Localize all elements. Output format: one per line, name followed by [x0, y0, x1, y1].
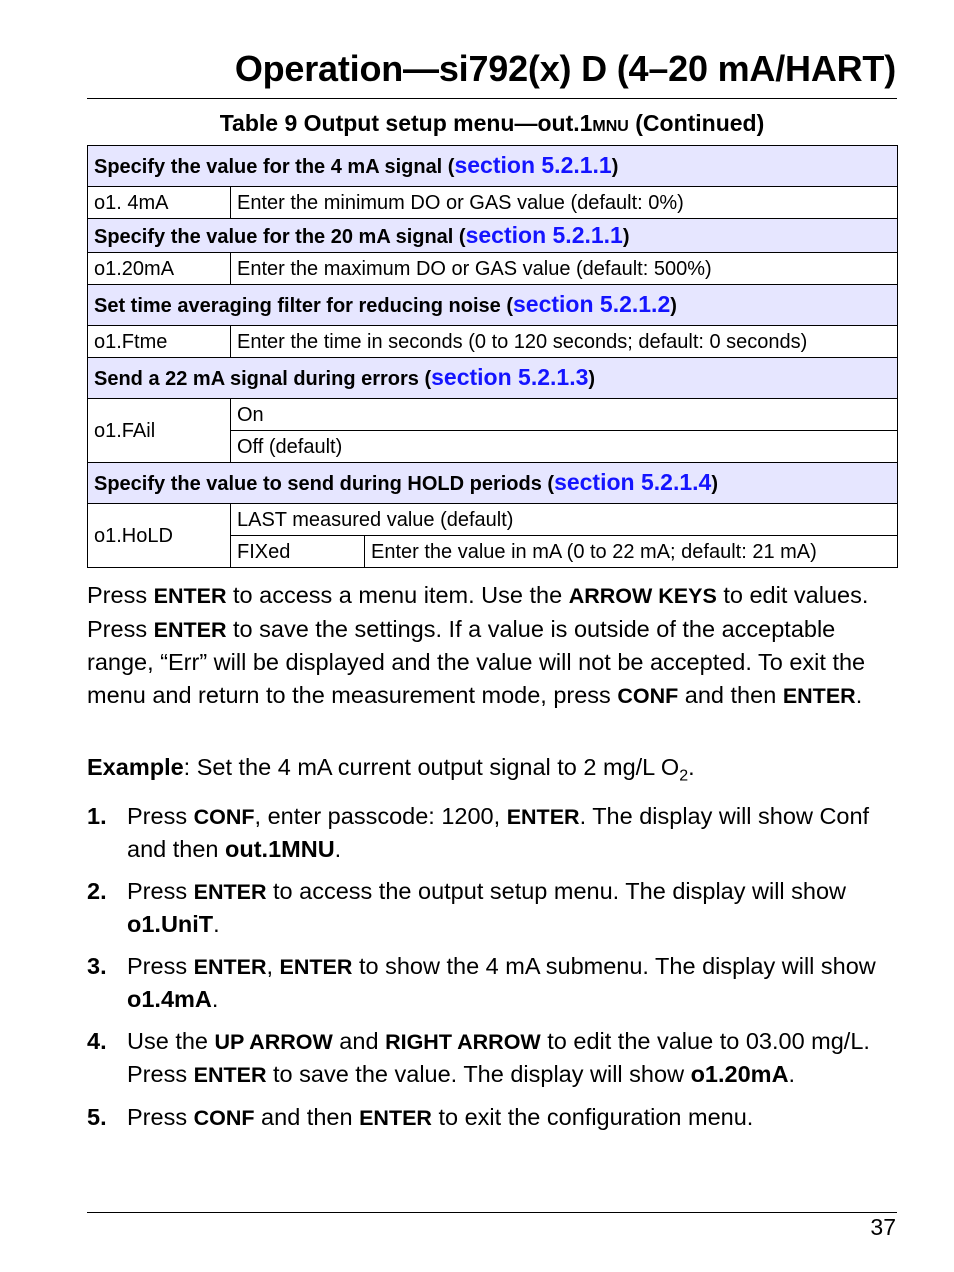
menu-description: Enter the value in mA (0 to 22 mA; default: 21 mA) — [365, 536, 898, 568]
output-setup-table — [87, 145, 898, 568]
title-rule — [87, 98, 897, 99]
list-item: 4. Use the UP ARROW and RIGHT ARROW to edit the value to 03.00 mg/L. Press ENTER to save the value. The display will show o1.20mA. — [87, 1028, 870, 1087]
page-title: Operation—si792(x) D (4–20 mA/HART) — [234, 48, 896, 89]
table-section-heading: Specify the value for the 20 mA signal (section 5.2.1.1) — [88, 219, 898, 253]
table-section-heading: Set time averaging filter for reducing noise (section 5.2.1.2) — [88, 285, 898, 326]
menu-code: o1.Ftme — [88, 326, 231, 358]
list-item: 3. Press ENTER, ENTER to show the 4 mA submenu. The display will show o1.4mA. — [87, 953, 876, 1012]
procedure-steps — [87, 800, 897, 1144]
section-link[interactable]: section 5.2.1.1 — [465, 221, 623, 248]
list-item: 5. Press CONF and then ENTER to exit the configuration menu. — [87, 1104, 754, 1130]
section-link[interactable]: section 5.2.1.2 — [512, 291, 671, 317]
menu-option: On — [231, 399, 898, 431]
table-row — [88, 253, 898, 285]
table-row — [88, 187, 898, 219]
menu-description: Enter the time in seconds (0 to 120 seconds; default: 0 seconds) — [231, 326, 898, 358]
table-row — [88, 399, 898, 431]
table-section-heading: Send a 22 mA signal during errors (section 5.2.1.3) — [88, 358, 898, 399]
menu-code: o1. 4mA — [88, 187, 231, 219]
menu-description: Enter the minimum DO or GAS value (default: 0%) — [231, 187, 898, 219]
table-row — [88, 504, 898, 536]
menu-description: Enter the maximum DO or GAS value (default: 500%) — [231, 253, 898, 285]
page-number: 37 — [870, 1214, 896, 1240]
menu-option: Off (default) — [231, 431, 898, 463]
table-section-heading: Specify the value to send during HOLD periods (section 5.2.1.4) — [88, 463, 898, 504]
menu-code: o1.HoLD — [88, 504, 231, 568]
menu-code: o1.20mA — [88, 253, 231, 285]
table-section-heading: Specify the value for the 4 mA signal (section 5.2.1.1) — [88, 146, 898, 187]
table-row — [88, 326, 898, 358]
footer-rule — [87, 1212, 897, 1213]
section-link[interactable]: section 5.2.1.3 — [431, 364, 589, 390]
list-item: 2. Press ENTER to access the output setup menu. The display will show o1.UniT. — [87, 878, 847, 937]
example-line: Example: Set the 4 mA current output signal to 2 mg/L $O_2$. — [87, 754, 695, 785]
table-caption: Table 9 Output setup menu—out.1MNU (Continued) — [219, 110, 765, 136]
instruction-paragraph: Press ENTER to access a menu item. Use the ARROW KEYS to edit values. Press ENTER to save the settings. If a value is outside of the acceptable range, “Err” will be displayed and the value will not be accepted. To exit the menu and return to the measurement mode, press CONF and then ENTER. — [87, 582, 869, 708]
menu-code: o1.FAil — [88, 399, 231, 463]
section-link[interactable]: section 5.2.1.1 — [454, 152, 612, 178]
menu-option: FIXed — [231, 536, 365, 568]
section-link[interactable]: section 5.2.1.4 — [554, 469, 712, 495]
menu-option: LAST measured value (default) — [231, 504, 898, 536]
list-item: 1. Press CONF, enter passcode: 1200, ENTER. The display will show Conf and then out.1MNU. — [87, 803, 870, 862]
